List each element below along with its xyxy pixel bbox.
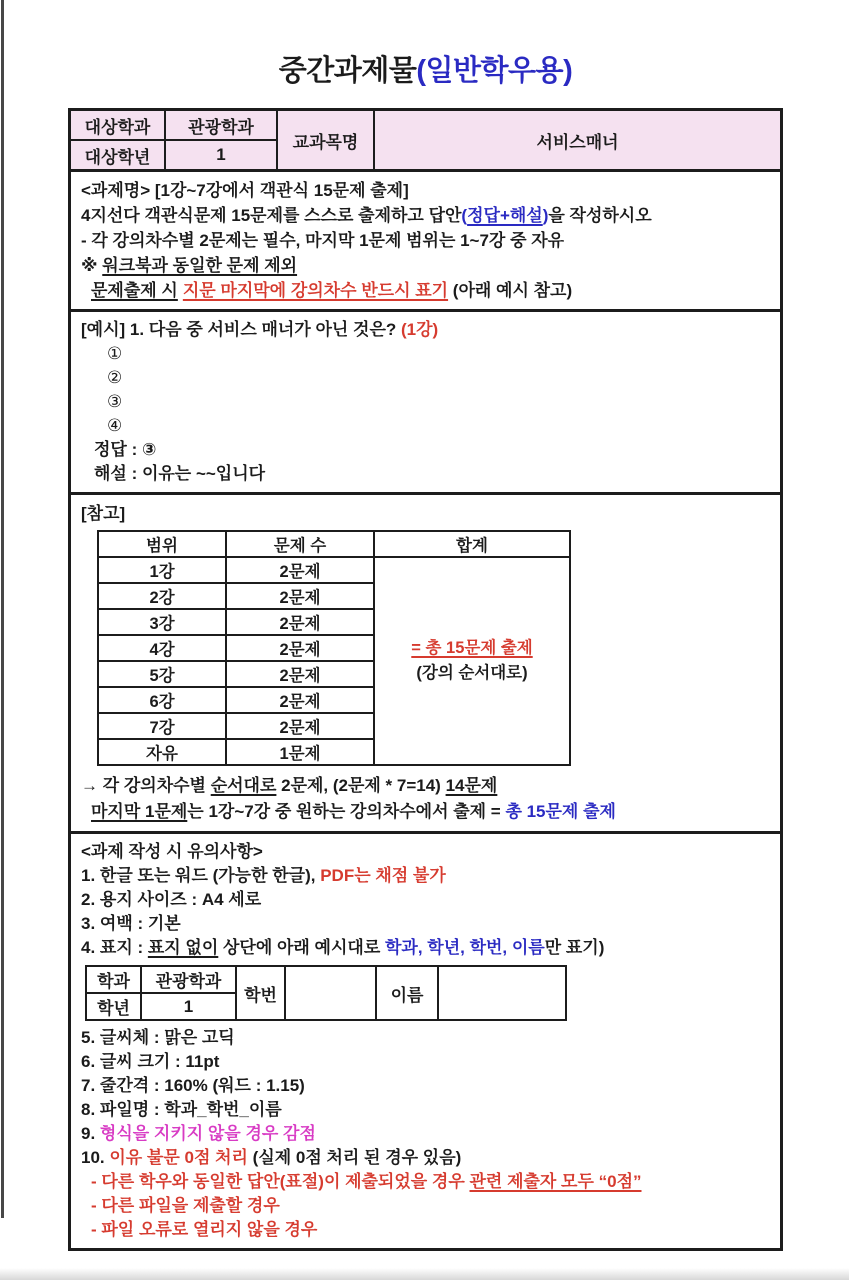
total-cell (374, 557, 570, 765)
reference-section (71, 492, 780, 831)
id-sid-label-cell: 학번 (236, 966, 285, 1020)
year-label-cell: 대상학년 (71, 140, 165, 169)
course-info-row-1 (71, 111, 780, 140)
example-choice-2: ② (107, 368, 123, 387)
instruction-tail: 을 작성하시오 (548, 206, 652, 225)
summary-line-2 (81, 799, 770, 825)
example-choice-3: ③ (107, 392, 123, 411)
no-cover-emphasis: 표지 없이 (147, 938, 219, 957)
page-bottom-shadow (0, 1268, 849, 1280)
question-count-table (97, 530, 571, 766)
col-count: 문제 수 (226, 531, 374, 557)
notes-heading: <과제 작성 시 유의사항> (81, 842, 263, 861)
zero-score-warning: 이유 불문 0점 처리 (109, 1148, 248, 1167)
count-cell: 2문제 (226, 713, 374, 739)
id-table-row-1 (86, 966, 566, 993)
assignment-heading: <과제명> [1강~7강에서 객관식 15문제 출제] (81, 181, 409, 200)
document-title-audience: (일반학우용) (416, 55, 573, 87)
marking-rule-emphasis: 지문 마지막에 강의차수 반드시 표기 (182, 281, 449, 300)
example-section (71, 309, 780, 492)
pdf-warning: PDF는 채점 불가 (320, 866, 446, 885)
document-title-main: 중간과제물 (278, 55, 417, 87)
note-item-1 (81, 864, 770, 888)
range-cell: 3강 (98, 609, 226, 635)
id-year-label-cell: 학년 (86, 993, 141, 1020)
id-dept-value-cell: 관광학과 (141, 966, 236, 993)
year-value-cell: 1 (165, 140, 277, 169)
document-title (68, 48, 783, 89)
note-item-5: 5. 글씨체 : 맑은 고딕 (81, 1028, 235, 1047)
id-name-label-cell: 이름 (376, 966, 438, 1020)
zero-score-case-1 (81, 1170, 770, 1194)
paren-open: ( (461, 206, 468, 225)
count-cell: 2문제 (226, 661, 374, 687)
note-item-9 (81, 1122, 770, 1146)
assignment-sheet (68, 108, 783, 1251)
note10-number: 10. (81, 1148, 110, 1167)
range-cell: 2강 (98, 583, 226, 609)
range-cell: 4강 (98, 635, 226, 661)
note4-tail: 만 표기) (544, 938, 605, 957)
workbook-note (81, 253, 770, 278)
table-row (98, 557, 570, 583)
summary-line-1 (81, 773, 770, 799)
dept-value-cell: 관광학과 (165, 111, 277, 140)
col-range: 범위 (98, 531, 226, 557)
count-cell: 2문제 (226, 635, 374, 661)
note-item-3: 3. 여백 : 기본 (81, 914, 181, 933)
dept-label-cell: 대상학과 (71, 111, 165, 140)
id-name-value-cell (438, 966, 566, 1020)
workbook-exclusion: 워크북과 동일한 문제 제외 (102, 256, 298, 275)
example-question-text: [예시] 1. 다음 중 서비스 매너가 아닌 것은? (81, 320, 401, 339)
summary2-mid: 는 1강~7강 중 원하는 강의차수에서 출제 = (187, 802, 506, 821)
last-question-emphasis: 마지막 1문제 (91, 802, 188, 821)
paren-close: ) (542, 206, 549, 225)
example-question (81, 318, 770, 342)
marking-rule (81, 278, 770, 303)
assignment-instruction (81, 203, 770, 228)
note-item-2: 2. 용지 사이즈 : A4 세로 (81, 890, 262, 909)
note-item-10 (81, 1146, 770, 1170)
id-year-value-cell: 1 (141, 993, 236, 1020)
count-cell: 2문제 (226, 609, 374, 635)
assignment-section (71, 169, 780, 309)
count-cell: 2문제 (226, 557, 374, 583)
count-cell: 2문제 (226, 583, 374, 609)
note-item-8: 8. 파일명 : 학과_학번_이름 (81, 1100, 282, 1119)
note-item-4 (81, 936, 770, 960)
count-cell: 1문제 (226, 739, 374, 765)
lecture-tag: (1강) (401, 320, 439, 339)
course-label-cell: 교과목명 (277, 111, 374, 169)
marking-rule-lead: 문제출제 시 (91, 281, 178, 300)
summary1-mid: 2문제, (2문제 * 7=14) (276, 776, 446, 795)
instruction-text: 4지선다 객관식문제 15문제를 스스로 출제하고 답안 (81, 206, 462, 225)
reference-mark: ※ (81, 256, 103, 275)
answer-explain-emphasis: 정답+해설 (467, 206, 543, 225)
total-note: (강의 순서대로) (416, 664, 528, 682)
notes-section (71, 831, 780, 1248)
example-choice-4: ④ (107, 416, 123, 435)
assignment-rule: - 각 강의차수별 2문제는 필수, 마지막 1문제 범위는 1~7강 중 자유 (81, 231, 565, 250)
note10-tail: (실제 0점 처리 된 경우 있음) (247, 1148, 462, 1167)
note9-number: 9. (81, 1124, 100, 1143)
in-order-emphasis: 순서대로 (210, 776, 277, 795)
summary1-lead: → 각 강의차수별 (81, 776, 211, 795)
marking-rule-tail: (아래 예시 참고) (448, 281, 573, 300)
range-cell: 6강 (98, 687, 226, 713)
range-cell: 자유 (98, 739, 226, 765)
range-cell: 1강 (98, 557, 226, 583)
example-choice-1: ① (107, 344, 123, 363)
case1-text: - 다른 학우와 동일한 답안(표절)이 제출되었을 경우 (91, 1172, 470, 1191)
reference-label: [참고] (81, 504, 126, 523)
id-dept-label-cell: 학과 (86, 966, 141, 993)
table-header-row (98, 531, 570, 557)
note4-mid: 상단에 아래 예시대로 (218, 938, 385, 957)
all-submitters-zero-emphasis: 관련 제출자 모두 “0점” (469, 1172, 642, 1191)
range-cell: 5강 (98, 661, 226, 687)
id-sid-value-cell (285, 966, 376, 1020)
example-answer: 정답 : ③ (94, 440, 157, 459)
range-cell: 7강 (98, 713, 226, 739)
total-fifteen-emphasis: 총 15문제 출제 (505, 802, 616, 821)
page-edge-shadow (1, 0, 4, 1218)
zero-score-case-2: - 다른 파일을 제출할 경우 (91, 1196, 280, 1215)
format-penalty-warning: 형식을 지키지 않을 경우 감점 (99, 1124, 316, 1143)
student-id-table (85, 965, 567, 1021)
course-info-table (71, 111, 780, 169)
header-fields-emphasis: 학과, 학년, 학번, 이름 (384, 938, 545, 957)
example-explanation: 해설 : 이유는 ~~입니다 (94, 464, 266, 483)
zero-score-case-3: - 파일 오류로 열리지 않을 경우 (91, 1220, 318, 1239)
note4-lead: 4. 표지 : (81, 938, 148, 957)
fourteen-questions: 14문제 (445, 776, 498, 795)
note1-text: 1. 한글 또는 워드 (가능한 한글), (81, 866, 321, 885)
note-item-7: 7. 줄간격 : 160% (워드 : 1.15) (81, 1076, 305, 1095)
count-cell: 2문제 (226, 687, 374, 713)
total-emphasis: = 총 15문제 출제 (411, 639, 533, 657)
note-item-6: 6. 글씨 크기 : 11pt (81, 1052, 220, 1071)
col-total: 합계 (374, 531, 570, 557)
course-value-cell: 서비스매너 (374, 111, 780, 169)
